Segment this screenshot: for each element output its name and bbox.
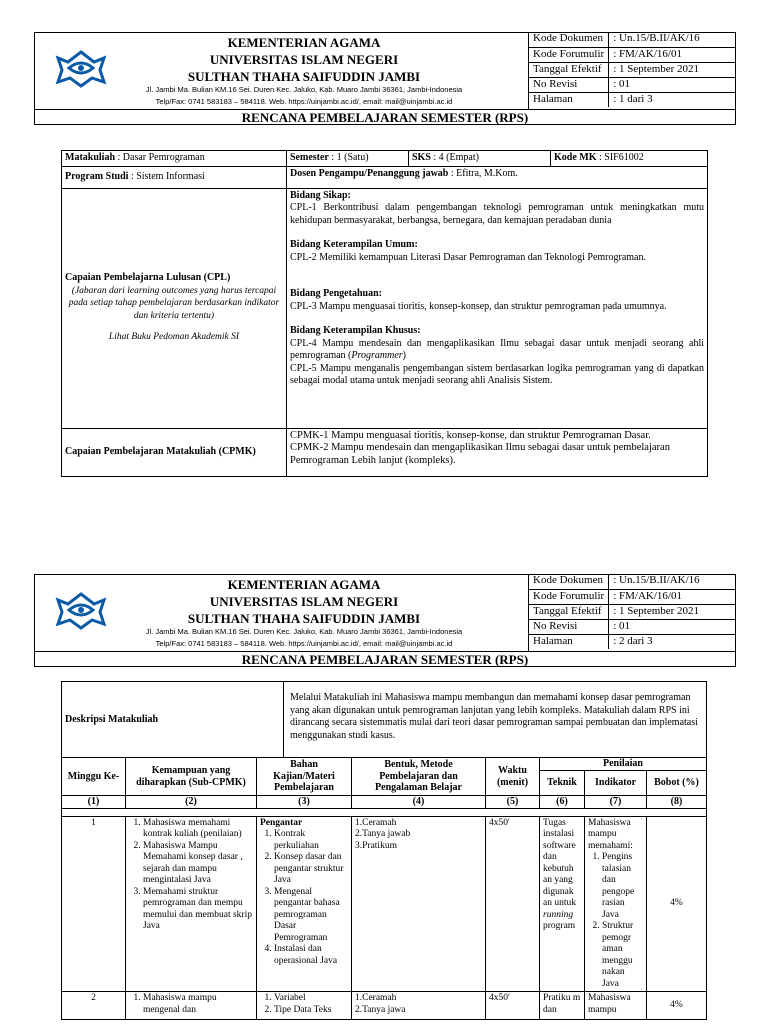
semester-value: : 1 (Satu)	[331, 152, 369, 163]
list-item: 1. Kontrak perkuliahan	[274, 829, 348, 852]
bentuk-cell	[352, 816, 486, 992]
waktu-cell: 4x50'	[486, 816, 540, 992]
waktu-cell: 4x50'	[486, 992, 540, 1020]
col-bahan-header: Bahan Kajian/Materi Pembelajaran	[257, 758, 352, 796]
list-item: 2.Tanya jawab	[355, 829, 411, 839]
meta-label: Kode Forumulir	[529, 589, 609, 604]
meta-label: Halaman	[529, 634, 609, 649]
page1-header	[34, 32, 736, 125]
pengetahuan-heading: Bidang Pengetahuan:	[290, 288, 382, 299]
address-line: Jl. Jambi Ma. Bulian KM.16 Sei. Duren Kec. Jaluko, Kab. Muaro Jambi 36361, Jambi-Indonesia	[145, 627, 463, 636]
cpl-5-text: CPL-5 Mampu menganalis pengembangan sistem berdasarkan logika pemrograman yang di dapatkan sebagai modal utama untuk menjadi seorang ahli Analisis Sistem.	[290, 362, 704, 386]
weekly-plan-table	[61, 757, 707, 1020]
bahan-cell	[257, 816, 352, 992]
matakuliah-label: Matakuliah	[65, 152, 116, 163]
prodi-label: Program Studi	[65, 170, 129, 182]
address-line: Jl. Jambi Ma. Bulian KM.16 Sei. Duren Kec. Jaluko, Kab. Muaro Jambi 36361, Jambi-Indonesia	[145, 85, 463, 94]
meta-value: : 2 dari 3	[609, 634, 736, 649]
matakuliah-value: : Dasar Pemrograman	[117, 152, 205, 163]
meta-value: : 01	[609, 619, 736, 634]
meta-value: : Un.15/B.II/AK/16	[609, 32, 736, 47]
list-item: 2. Konsep dasar dan pengantar struktur Java	[274, 852, 348, 887]
meta-value: : FM/AK/16/01	[609, 589, 736, 604]
table-row	[62, 816, 707, 992]
meta-label: Tanggal Efektif	[529, 604, 609, 619]
cpmk-1-text: CPMK-1 Mampu menguasai tioritis, konsep-konse, dan struktur Pemrograman Dasar.	[290, 429, 651, 441]
list-item: 1. Mahasiswa memahami kontrak kuliah (penilaian)	[143, 818, 253, 841]
meta-value: : 01	[609, 77, 736, 92]
minggu-cell: 1	[62, 816, 126, 992]
course-info-table	[61, 150, 708, 477]
meta-label: Tanggal Efektif	[529, 62, 609, 77]
teknik-cell: Pratiku m dan	[540, 992, 585, 1020]
col-bentuk-header: Bentuk, Metode Pembelajaran dan Pengalaman Belajar	[352, 758, 486, 796]
meta-value: : Un.15/B.II/AK/16	[609, 574, 736, 589]
university-name: UNIVERSITAS ISLAM NEGERI	[209, 594, 399, 609]
cpl-note: (Jabaran dari learning outcomes yang harus tercapai pada setiap tahap pembelajaran berdasarkan indikator dan kriteria tertentu)	[68, 285, 280, 321]
meta-label: No Revisi	[529, 77, 609, 92]
col-number: (7)	[585, 796, 647, 809]
kemampuan-cell	[126, 816, 257, 992]
list-item: 1. Mahasiswa mampu mengenal dan	[143, 993, 253, 1016]
meta-label: Kode Forumulir	[529, 47, 609, 62]
sikap-heading: Bidang Sikap:	[290, 189, 351, 201]
bentuk-cell	[352, 992, 486, 1020]
indikator-intro: Mahasiswa mampu memahami:	[588, 817, 633, 851]
col-number: (6)	[540, 796, 585, 809]
minggu-cell: 2	[62, 992, 126, 1020]
cpl-4-text: CPL-4 Mampu mendesain dan mengaplikasikan Ilmu sebagai dasar untuk menjadi seorang ahli pemrograman (Programmer)	[290, 337, 704, 361]
list-item: 2. Mahasiswa Mampu Memahami konsep dasar , sejarah dan mampu mengintalasi Java	[143, 841, 253, 887]
list-item: 1.Ceramah	[355, 993, 397, 1003]
col-number: (5)	[486, 796, 540, 809]
list-item: 3.Pratikum	[355, 840, 397, 851]
meta-value: : 1 dari 3	[609, 92, 736, 107]
sks-label: SKS	[412, 152, 431, 163]
sks-value: : 4 (Empat)	[433, 152, 479, 163]
ministry-name: KEMENTERIAN AGAMA	[227, 35, 381, 50]
meta-label: No Revisi	[529, 619, 609, 634]
teknik-cell: Tugas instalasi software dan kebutuh an yang digunak an untuk running program	[540, 816, 585, 992]
university-name: UNIVERSITAS ISLAM NEGERI	[209, 52, 399, 67]
cpl-2-text: CPL-2 Memiliki kemampuan Literasi Dasar Pemrograman dan Teknologi Pemrograman.	[290, 251, 646, 263]
document-meta-table	[528, 32, 736, 107]
bahan-title: Pengantar	[260, 817, 303, 828]
list-item: 2. Struktur pemogr aman menggu nakan Java	[602, 921, 643, 990]
dosen-value: : Efitra, M.Kom.	[450, 167, 518, 179]
contact-line: Telp/Fax: 0741 583183 – 584118. Web. https://uinjambi.ac.id/, email: mail@uinjambi.ac.id	[155, 97, 453, 106]
col-indikator-header: Indikator	[585, 771, 647, 796]
cpmk-title: Capaian Pembelajaran Matakuliah (CPMK)	[62, 428, 287, 476]
meta-label: Kode Dokumen	[529, 574, 609, 589]
list-item: 1. Pengins talasian dan pengope rasian Java	[602, 852, 643, 921]
list-item: 1. Variabel	[274, 993, 348, 1005]
meta-value: : 1 September 2021	[609, 62, 736, 77]
campus-name: SULTHAN THAHA SAIFUDDIN JAMBI	[187, 69, 421, 84]
list-item: 2. Tipe Data Teks	[274, 1005, 348, 1017]
col-kemampuan-header: Kemampuan yang diharapkan (Sub-CPMK)	[126, 758, 257, 796]
col-number: (2)	[126, 796, 257, 809]
document-title: RENCANA PEMBELAJARAN SEMESTER (RPS)	[241, 110, 529, 125]
description-text: Melalui Matakuliah ini Mahasiswa mampu membangun dan memahami konsep dasar pemrograman yang akan digunakan untuk pemrograman lanjutan yang lebih kompleks. Matakuliah dalam RPS ini dirancang secara sistemmatis mulai dari teori dasar pemrograman sampai pembuatan dan implematasi menggunakan studi kasus.	[284, 682, 707, 758]
ministry-name: KEMENTERIAN AGAMA	[227, 577, 381, 592]
list-item: 1.Ceramah	[355, 817, 397, 828]
khusus-heading: Bidang Keterampilan Khusus:	[290, 325, 421, 336]
description-label: Deskripsi Matakuliah	[62, 682, 284, 758]
col-minggu-header: Minggu Ke-	[62, 758, 126, 796]
cpl-1-text: CPL-1 Berkontribusi dalam pengembangan teknologi pemrograman untuk meningkatkan mutu kehidupan bermasyarakat, berbangsa, bernegara, dan kemajuan peradaban dunia	[290, 202, 704, 226]
umum-heading: Bidang Keterampilan Umum:	[290, 239, 418, 250]
meta-label: Kode Dokumen	[529, 32, 609, 47]
course-description-table	[61, 681, 707, 758]
bobot-cell: 4%	[647, 992, 707, 1020]
cpl-reference: Lihat Buku Pedoman Akademik SI	[108, 332, 240, 343]
meta-value: : 1 September 2021	[609, 604, 736, 619]
dosen-label: Dosen Pengampu/Penanggung jawab	[290, 167, 449, 179]
indikator-cell: Mahasiswa mampu	[585, 992, 647, 1020]
list-item: 4. Instalasi dan operasional Java	[274, 944, 348, 967]
cpl-3-text: CPL-3 Mampu menguasai tioritis, konsep-konsep, dan struktur pemrograman pada umumnya.	[290, 300, 667, 312]
list-item: 2.Tanya jawa	[355, 1004, 406, 1015]
table-row	[62, 992, 707, 1020]
kemampuan-cell	[126, 992, 257, 1020]
meta-value: : FM/AK/16/01	[609, 47, 736, 62]
contact-line: Telp/Fax: 0741 583183 – 584118. Web. https://uinjambi.ac.id/, email: mail@uinjambi.ac.id	[155, 639, 453, 648]
bobot-cell: 4%	[647, 816, 707, 992]
bahan-cell	[257, 992, 352, 1020]
col-penilaian-header: Penilaian	[540, 758, 707, 771]
kode-mk-label: Kode MK	[554, 152, 597, 163]
list-item: 3. Mengenal pengantar bahasa pemrograman Dasar Pemrograman	[274, 887, 348, 945]
col-teknik-header: Teknik	[540, 771, 585, 796]
document-meta-table	[528, 574, 736, 649]
col-number: (8)	[647, 796, 707, 809]
col-waktu-header: Waktu (menit)	[486, 758, 540, 796]
campus-name: SULTHAN THAHA SAIFUDDIN JAMBI	[187, 611, 421, 626]
page2-header	[34, 574, 736, 667]
indikator-cell	[585, 816, 647, 992]
cpl-title: Capaian Pembelajarna Lulusan (CPL)	[65, 272, 231, 284]
cpmk-2-text: CPMK-2 Mampu mendesain dan mengaplikasikan Ilmu sebagai dasar untuk pembelajaran Pemrograman Lebih lanjut (kompleks).	[290, 442, 670, 466]
kode-mk-value: : SIF61002	[599, 152, 644, 163]
meta-label: Halaman	[529, 92, 609, 107]
prodi-value: : Sistem Informasi	[130, 170, 205, 182]
list-item: 3. Memahami struktur pemrograman dan mempu memului dan membuat skrip Java	[143, 887, 253, 933]
col-number: (3)	[257, 796, 352, 809]
col-bobot-header: Bobot (%)	[647, 771, 707, 796]
semester-label: Semester	[290, 152, 329, 163]
col-number: (1)	[62, 796, 126, 809]
col-number: (4)	[352, 796, 486, 809]
document-title: RENCANA PEMBELAJARAN SEMESTER (RPS)	[241, 652, 529, 667]
